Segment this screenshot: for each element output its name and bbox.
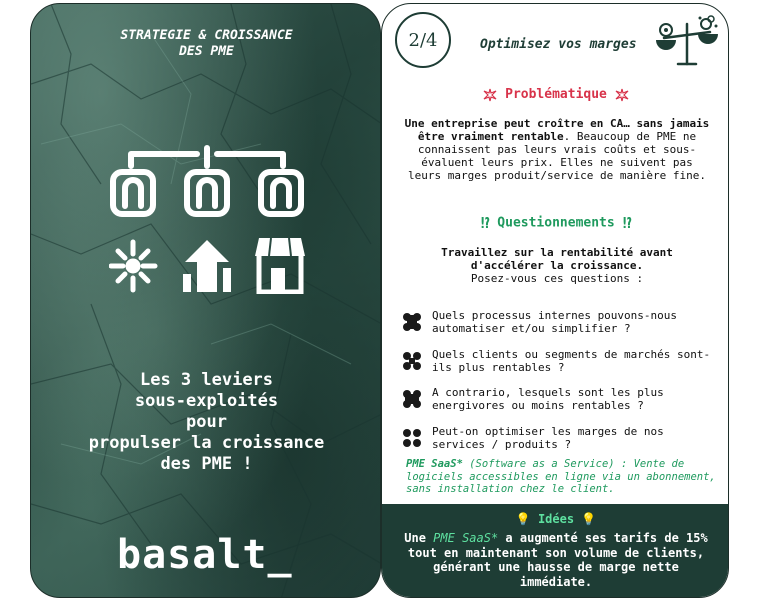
questions-title: Questionnements [497,215,615,231]
tagline-line: sous-exploités [134,391,279,411]
interrobang-icon: ⁉ [622,214,632,232]
question-text: Peut-on optimiser les marges de nos services / produits ? [432,424,664,451]
question-text: Quels clients ou segments de marchés sont-ils plus rentables ? [432,347,711,374]
questions-section-title [382,214,729,232]
questions-intro [404,246,710,285]
definition-text: (Software as a Service) : Vente de logiciels accessibles en ligne via un abonnement, sans installation chez le client. [406,458,716,495]
ideas-highlight: PME SaaS* [433,531,499,545]
questions-list [402,309,714,463]
storefront-icon [255,238,305,292]
left-title-line1: STRATEGIE & CROISSANCE [120,28,293,43]
left-title-line2: DES PME [179,44,234,59]
lightbulb-icon: 💡 [515,512,531,526]
questions-intro-bold: Travaillez sur la rentabilité avant d'accélérer la croissance. [441,246,673,272]
four-dots-icon [402,312,422,332]
three-levers-icon [113,148,301,214]
left-tagline [31,370,381,475]
ideas-text [396,531,716,589]
rock-texture [31,4,381,598]
left-icons [109,142,305,294]
left-title [31,28,381,60]
ideas-section-title [382,512,729,526]
tagline-line: Les 3 leviers [139,370,274,390]
list-item [402,309,714,348]
list-item [402,348,714,387]
tagline-line: propulser la croissance [88,433,325,453]
page-indicator: 2/4 [395,12,451,68]
four-dots-icon [402,389,422,409]
spark-icon [111,242,155,290]
interrobang-icon: ⁉ [480,214,490,232]
left-card [30,3,381,598]
problem-section-title [382,87,729,102]
questions-intro-text: Posez-vous ces questions : [470,272,644,285]
ideas-prefix: Une [404,531,434,545]
problem-body: . Beaucoup de PME ne connaissent pas leurs vrais coûts et sous-évaluent leurs prix. Elles ne suivent pas leurs marges produit/service de manière fine. [407,130,706,182]
four-dots-icon [402,351,422,371]
ideas-body: a augmenté ses tarifs de 15% tout en maintenant son volume de clients, générant une hausse de marge nette immédiate. [407,531,708,589]
balance-scale-icon [656,14,718,70]
brand-logo: basalt_ [117,532,293,578]
list-item [402,386,714,425]
problem-title: Problématique [505,87,607,102]
ideas-panel [382,504,729,598]
ideas-title: Idées [537,512,575,526]
definition-term: PME SaaS* [406,458,463,470]
saas-definition [406,458,716,496]
question-text: A contrario, lesquels sont les plus energivores ou moins rentables ? [432,386,664,412]
question-text: Quels processus internes pouvons-nous automatiser et/ou simplifier ? [432,309,678,335]
problem-text [404,117,710,182]
right-card [381,3,729,598]
lightbulb-icon: 💡 [581,512,597,526]
four-dots-icon [402,428,422,448]
header-title: Optimisez vos marges [480,37,637,52]
tagline-line: des PME ! [160,454,253,474]
problem-bold: Une entreprise peut croître en CA… sans jamais être vraiment rentable [404,117,710,143]
growth-arrow-icon [183,240,231,292]
tagline-line: pour [186,412,227,432]
spark-burst-icon [615,88,629,102]
spark-burst-icon [483,88,497,102]
